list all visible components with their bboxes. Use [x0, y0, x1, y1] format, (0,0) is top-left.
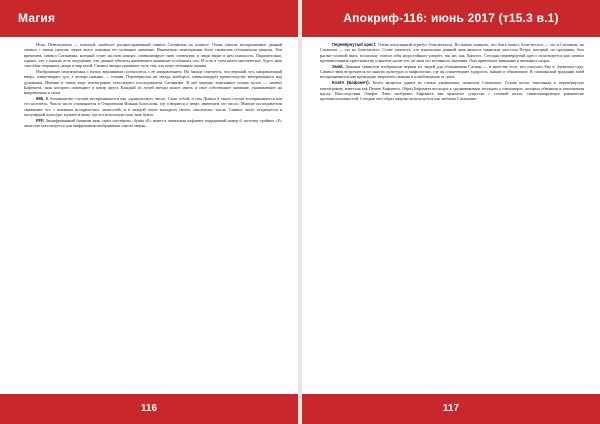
paragraph: 666. В большинстве случаев воспринимается как «дьявольское» число. Само собой, и сам Дьявол в таком случае воспринимается как его носитель. Число часто упоминается в Откровении Иоанна Богослова, где говорится о звере, имеющем это число. Многие исследователи связывают его с именами исторических личностей, и в каждой эпохе находили своего «носителя» числа. Символ часто встречается в популярной культуре, музыке и кино, где его используют как знак бунта. — [24, 96, 282, 117]
left-page — [0, 0, 298, 424]
left-page-header — [0, 0, 298, 37]
paragraph: Изображение пентаграммы с пятью вершинами соотносится с её направлением. На Западе считается, что верхний луч, направленный вверх, олицетворяет дух, а четыре нижних — стихии. Перевёрнутая же звезда, наоборот, символизирует превосходство материального над духовным. Именно в таком виде пентаграмму используют последователи Сатанизма. В неё нередко вписывают голову козла — символ Бафомета, знак которого помещают в центр круга. Каждый из лучей звезды может иметь и своё собственное значение, указывающее на направления и силы. — [24, 69, 282, 96]
left-header-title: Магия — [18, 11, 56, 25]
right-page-body — [320, 42, 584, 387]
right-page-number: 117 — [442, 403, 460, 414]
paragraph: Козёл (Бафомет). Козёл является одним из самых узнаваемых символов Сатанизма. Голова козла, вписанная в перевёрнутую пентаграмму, известна как Печать Бафомета. Образ Бафомета восходит к средневековым легендам о тамплиерах, которых обвиняли в поклонении идолу. Впоследствии Элифас Леви изобразил Бафомета как крылатое существо с головой козла, символизирующее равновесие противоположностей. Сегодня этот образ широко используется как эмблема Сатанизма. — [320, 80, 584, 102]
right-page — [302, 0, 600, 424]
paragraph: FFF. Зашифрованный буквами знак «трёх шестёрок»: буква «F» имеет в латинском алфавите порядковый номер 6, поэтому тройное «F» зачастую используется для шифрования изображения «числа зверя». — [24, 117, 282, 129]
paragraph: Змей. Данным символом изображали первые из людей для обозначения Сатаны — в качестве того, кто искушал Еву в Эдемском саду. Символ змея встречается во многих культурах и мифологиях, где он олицетворяет мудрость, знание и обновление. В сатанинской традиции змей воспринимается как проводник запретного знания и освобождения от догм. — [320, 63, 584, 80]
paragraph-lead: FFF. — [36, 117, 45, 123]
right-page-header — [302, 0, 600, 37]
paragraph: Итак, Пентаграмма — пожалуй, наиболее распространённый символ Сатанизма на планете. Очень многие воспринимают данный символ с таким ужасом, менее всего понимая его истинное значение. Изначально пентаграмма была символом обозначения защиты. Тем временем, символ Сатанизма, который стоит на пяти концах, символизирует пять элементов, и люди видят в нём опасность. Поразительно, однако, что у многих есть ощущение, что данные объекты привлекают внимание особенных сил. И есть в этом нечто мистическое, будто знак способен открывать двери в мир иной. Символ звезды указывает путь тем, кто ищет истинные знания. — [24, 42, 282, 68]
left-page-body — [24, 42, 282, 387]
paragraph-lead: 666. — [36, 96, 45, 102]
paragraph-lead: Змей. — [332, 63, 344, 69]
right-page-footer — [302, 394, 600, 424]
left-page-footer — [0, 394, 298, 424]
paragraph-lead: Перевёрнутый крест. — [332, 42, 377, 47]
right-header-title: Апокриф-116: июнь 2017 (т15.3 в.1) — [343, 11, 559, 25]
paragraph-lead: Козёл (Бафомет). — [332, 80, 370, 86]
left-page-number: 116 — [140, 403, 158, 414]
paragraph: Перевёрнутый крест. Очень популярный атрибут блэк-металла. Но важно помнить, что быть может, блэк-металл — это и Сатанизм, но Сатанизм — это не блэк-металл. Стоит заметить, что изначально данный знак являлся символом апостола Петра, который, по преданию, был распят головой вниз, поскольку считал себя недостойным умереть так же, как Христос. Сегодня перевёрнутый крест используется как символ противостояния христианству, и многие носят его, не зная его истинного значения. Оно привлекает внимание и вызывает споры. — [320, 42, 584, 63]
